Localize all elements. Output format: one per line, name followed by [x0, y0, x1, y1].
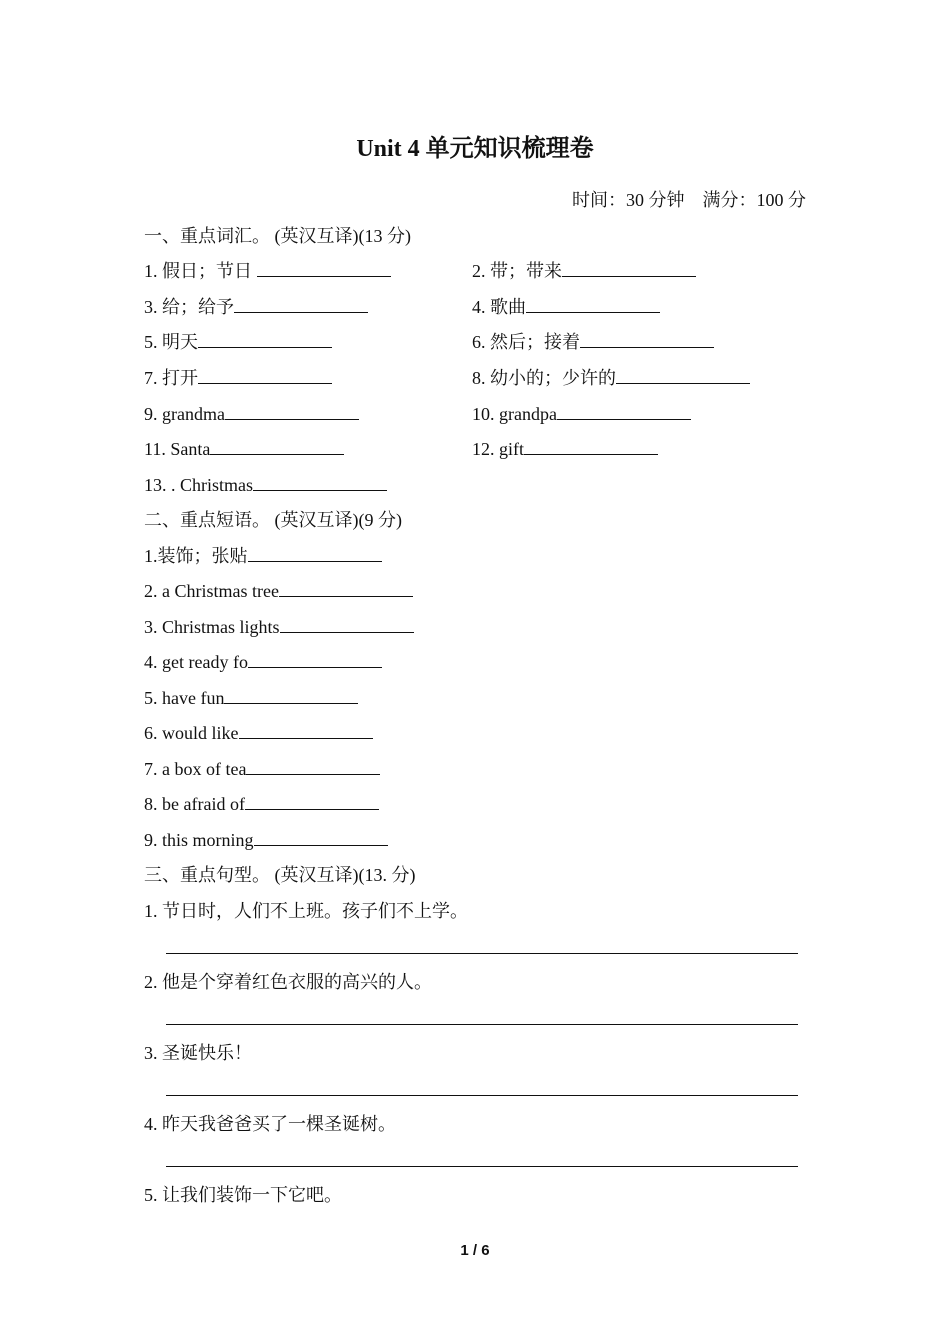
phrase-item-9: 9. this morning — [144, 827, 388, 853]
page-title: Unit 4 单元知识梳理卷 — [356, 136, 594, 162]
answer-line-2[interactable] — [166, 1024, 798, 1025]
answer-blank[interactable] — [239, 720, 373, 739]
section3-heading: 三、重点句型。 (英汉互译)(13. 分) — [144, 865, 416, 885]
answer-blank[interactable] — [198, 329, 332, 348]
answer-blank[interactable] — [557, 401, 691, 420]
vocab-item-12: 12. gift — [472, 436, 658, 462]
vocab-item-4: 4. 歌曲 — [472, 294, 660, 320]
phrase-item-4: 4. get ready fo — [144, 649, 382, 675]
answer-blank[interactable] — [225, 401, 359, 420]
vocab-item-13: 13. . Christmas — [144, 472, 387, 498]
vocab-item-8: 8. 幼小的；少许的 — [472, 365, 750, 391]
answer-blank[interactable] — [248, 649, 382, 668]
phrase-item-6: 6. would like — [144, 720, 373, 746]
answer-line-4[interactable] — [166, 1166, 798, 1167]
answer-blank[interactable] — [246, 756, 380, 775]
phrase-item-1: 1.装饰；张贴 — [144, 543, 382, 569]
answer-blank[interactable] — [245, 791, 379, 810]
vocab-item-10: 10. grandpa — [472, 401, 691, 427]
answer-blank[interactable] — [279, 578, 413, 597]
sentence-item-1: 1. 节日时，人们不上班。孩子们不上学。 — [144, 901, 468, 921]
answer-blank[interactable] — [224, 685, 358, 704]
answer-blank[interactable] — [616, 365, 750, 384]
answer-blank[interactable] — [198, 365, 332, 384]
answer-blank[interactable] — [253, 472, 387, 491]
answer-blank[interactable] — [580, 329, 714, 348]
phrase-item-2: 2. a Christmas tree — [144, 578, 413, 604]
sentence-item-2: 2. 他是个穿着红色衣服的高兴的人。 — [144, 972, 432, 992]
phrase-item-5: 5. have fun — [144, 685, 358, 711]
vocab-item-7: 7. 打开 — [144, 365, 332, 391]
vocab-item-6: 6. 然后；接着 — [472, 329, 714, 355]
section2-heading: 二、重点短语。 (英汉互译)(9 分) — [144, 510, 402, 530]
vocab-item-5: 5. 明天 — [144, 329, 332, 355]
sentence-item-4: 4. 昨天我爸爸买了一棵圣诞树。 — [144, 1114, 396, 1134]
answer-blank[interactable] — [280, 614, 414, 633]
sentence-item-3: 3. 圣诞快乐！ — [144, 1043, 252, 1063]
answer-blank[interactable] — [526, 294, 660, 313]
phrase-item-8: 8. be afraid of — [144, 791, 379, 817]
answer-blank[interactable] — [234, 294, 368, 313]
phrase-item-7: 7. a box of tea — [144, 756, 380, 782]
section1-heading: 一、重点词汇。 (英汉互译)(13 分) — [144, 226, 411, 246]
vocab-item-2: 2. 带；带来 — [472, 258, 696, 284]
page-number: 1 / 6 — [460, 1242, 490, 1259]
phrase-item-3: 3. Christmas lights — [144, 614, 414, 640]
vocab-item-9: 9. grandma — [144, 401, 359, 427]
answer-blank[interactable] — [257, 258, 391, 277]
sentence-item-5: 5. 让我们装饰一下它吧。 — [144, 1185, 342, 1205]
answer-blank[interactable] — [254, 827, 388, 846]
vocab-item-1: 1. 假日；节日 — [144, 258, 391, 284]
answer-blank[interactable] — [210, 436, 344, 455]
answer-line-1[interactable] — [166, 953, 798, 954]
vocab-item-3: 3. 给；给予 — [144, 294, 368, 320]
answer-line-3[interactable] — [166, 1095, 798, 1096]
answer-blank[interactable] — [248, 543, 382, 562]
answer-blank[interactable] — [524, 436, 658, 455]
time-score-info: 时间：30 分钟 满分：100 分 — [572, 190, 806, 210]
vocab-item-11: 11. Santa — [144, 436, 344, 462]
answer-blank[interactable] — [562, 258, 696, 277]
